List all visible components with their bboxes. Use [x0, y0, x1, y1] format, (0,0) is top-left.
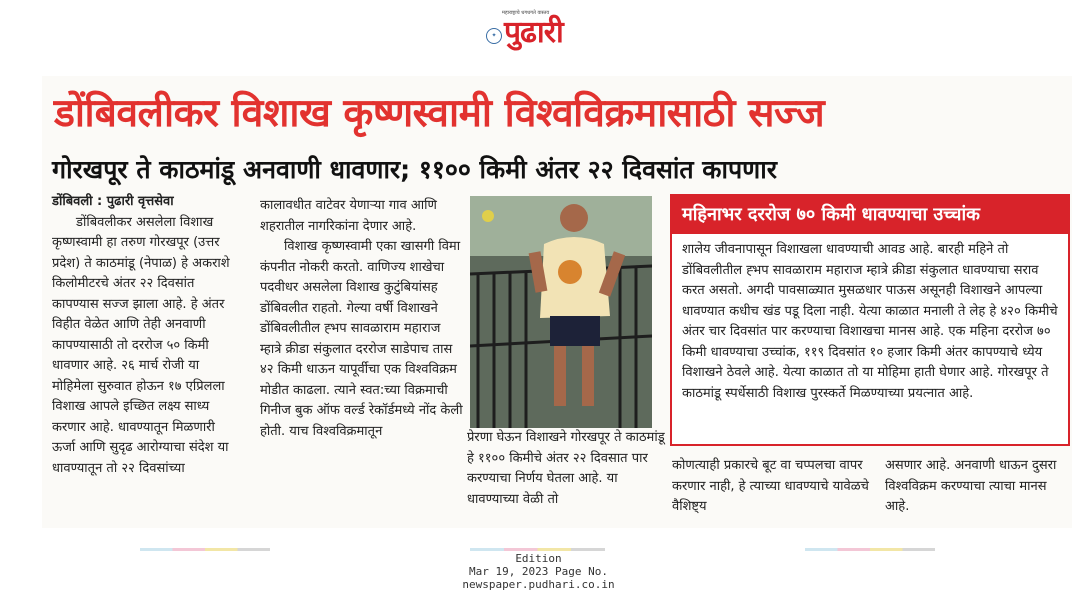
masthead [480, 8, 600, 56]
runner-photo [470, 196, 652, 428]
article-column-5 [885, 456, 1065, 518]
sidebar-box-text: शालेय जीवनापासून विशाखला धावण्याची आवड आहे. बारही महिने तो डोंबिवलीतील ह्भप सावळाराम महाराज म्हात्रे क्रीडा संकुलात धावण्याचा सराव करत असतो. अगदी पावसाळ्यात मुसळधार पाऊस असूनही विशाखने आपल्या धावण्यात कधीच खंड पडू दिला नाही. येत्या काळात मनाली ते लेह हे ४२० किमीचे अंतर चार दिवसांत पार करण्याचा विशाखचा मानस आहे. एक महिना दररोज ७० किमी धावण्याचा उच्चांक, ११९ दिवसांत १० हजार किमी अंतर कापण्याचे ध्येय विशाखने ठेवले आहे. येत्या काळात तो या मोहिमा हाती घेणार आहे. गोरखपूर ते काठमांडू स्पर्धेसाठी विशाख पुरस्कर्ते मिळण्याच्या प्रयत्नात आहे. [682, 242, 1058, 401]
emblem-icon: ✦ [486, 28, 502, 44]
color-registration-strip [805, 548, 935, 551]
dateline: डोंबिवली : पुढारी वृत्तसेवा [52, 194, 174, 209]
edition-footer [0, 552, 1077, 591]
article-paragraph: कोणत्याही प्रकारचे बूट वा चप्पलचा वापर करणार नाही, हे त्याच्या धावण्याचे यावेळचे वैशिष्ट्य [672, 458, 869, 514]
article-column-4 [672, 456, 877, 518]
sidebar-box-title: महिनाभर दररोज ७० किमी धावण्याचा उच्चांक [672, 196, 1068, 234]
article-paragraph: असणार आहे. अनवाणी धाऊन दुसरा विश्वविक्रम करण्याचा त्याचा मानस आहे. [885, 458, 1057, 514]
edition-label: Edition [515, 552, 562, 565]
masthead-tagline: महाराष्ट्राचे धगधगते वास्तव [502, 10, 550, 16]
article-paragraph: विशाख कृष्णस्वामी एका खासगी विमा कंपनीत नोकरी करतो. वाणिज्य शाखेचा पदवीधर असलेला विशाख कुटुंबियांसह डोंबिवलीत राहतो. गेल्या वर्षी विशाखने डोंबिवलीतील ह्भप सावळाराम महाराज म्हात्रे क्रीडा संकुलात दररोज साडेपाच तास ४२ किमी धाऊन यापूर्वीचा एक विश्वविक्रम मोडीत काढला. त्याने स्वत:च्या विक्रमाची गिनीज बुक ऑफ वर्ल्ड रेकॉर्डमध्ये नोंद केली होती. याच विश्वविक्रमातून [260, 239, 463, 439]
photo-caption: प्रेरणा घेऊन विशाखने गोरखपूर ते काठमांडू हे ११०० किमीचे अंतर २२ दिवसात पार करण्याचा निर्णय घेतला आहे. या धावण्याच्या वेळी तो [467, 430, 665, 507]
color-registration-strip [470, 548, 605, 551]
article-column-2 [260, 196, 465, 442]
article-paragraph: कालावधीत वाटेवर येणाऱ्या गाव आणि शहरातील नागरिकांना देणार आहे. [260, 198, 437, 234]
newspaper-logo[interactable]: पुढारी [504, 15, 563, 50]
runner-photo-illustration [470, 196, 652, 428]
article-paragraph: डोंबिवलीकर असलेला विशाख कृष्णस्वामी हा तरुण गोरखपूर (उत्तर प्रदेश) ते काठमांडू (नेपाळ) हे अकराशे किलोमीटरचे अंतर २२ दिवसांत कापण्यास सज्ज झाला आहे. हे अंतर विहीत वेळेत आणि तेही अनवाणी कापण्यासाठी तो दररोज ५० किमी धावणार आहे. २६ मार्च रोजी या मोहिमेला सुरुवात होऊन १७ एप्रिलला विशाख आपले इच्छित लक्ष्य साध्य करणार आहे. धावण्यातून मिळणारी ऊर्जा आणि सुदृढ आरोग्याचा संदेश या धावण्यातून तो २२ दिवसांच्या [52, 214, 230, 476]
news-clipping [42, 76, 1072, 528]
article-headline: डोंबिवलीकर विशाख कृष्णस्वामी विश्वविक्रमासाठी सज्ज [54, 91, 825, 136]
article-column-1 [52, 192, 242, 479]
color-registration-strip [140, 548, 270, 551]
edition-date: Mar 19, 2023 Page No. [468, 565, 609, 578]
article-subheadline: गोरखपूर ते काठमांडू अनवाणी धावणार; ११०० किमी अंतर २२ दिवसांत कापणार [52, 155, 777, 184]
edition-url[interactable]: newspaper.pudhari.co.in [462, 578, 615, 591]
sidebar-box [670, 194, 1070, 446]
